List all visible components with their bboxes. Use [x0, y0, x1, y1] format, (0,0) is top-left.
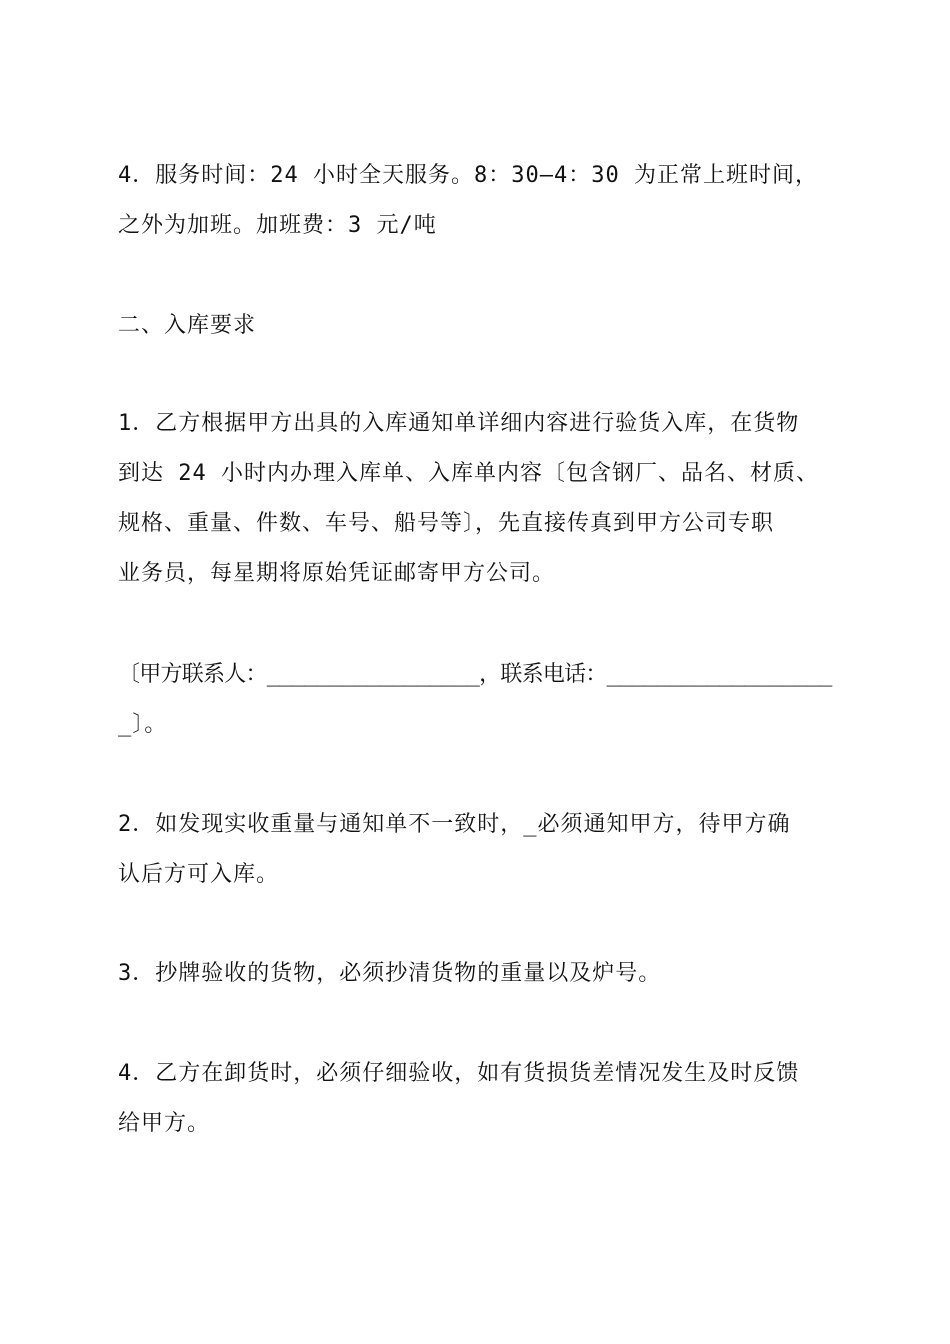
- section-heading-warehousing: 二、入库要求: [118, 313, 257, 338]
- item-4-line-2: 给甲方。: [118, 1111, 211, 1136]
- item-1-line-3: 规格、重量、件数、车号、船号等〕，先直接传真到甲方公司专职: [118, 511, 775, 536]
- service-time-line-2: 之外为加班。加班费：3 元/吨: [118, 213, 437, 238]
- item-4-line-1: 4．乙方在卸货时，必须仔细验收，如有货损货差情况发生及时反馈: [118, 1061, 800, 1086]
- item-1-line-2: 到达 24 小时内办理入库单、入库单内容〔包含钢厂、品名、材质、: [118, 461, 819, 486]
- item-3-line-1: 3．抄牌验收的货物，必须抄清货物的重量以及炉号。: [118, 961, 662, 986]
- service-time-line-1: 4．服务时间：24 小时全天服务。8：30—4：30 为正常上班时间，: [118, 163, 818, 188]
- contact-line-2: _〕。: [118, 712, 168, 737]
- item-1-line-1: 1．乙方根据甲方出具的入库通知单详细内容进行验货入库，在货物: [118, 411, 800, 436]
- item-1-line-4: 业务员，每星期将原始凭证邮寄甲方公司。: [118, 561, 556, 586]
- item-2-line-2: 认后方可入库。: [118, 862, 280, 887]
- contact-line-1: 〔甲方联系人：_________________，联系电话：__________________: [118, 662, 832, 687]
- item-2-line-1: 2．如发现实收重量与通知单不一致时，_必须通知甲方，待甲方确: [118, 812, 791, 837]
